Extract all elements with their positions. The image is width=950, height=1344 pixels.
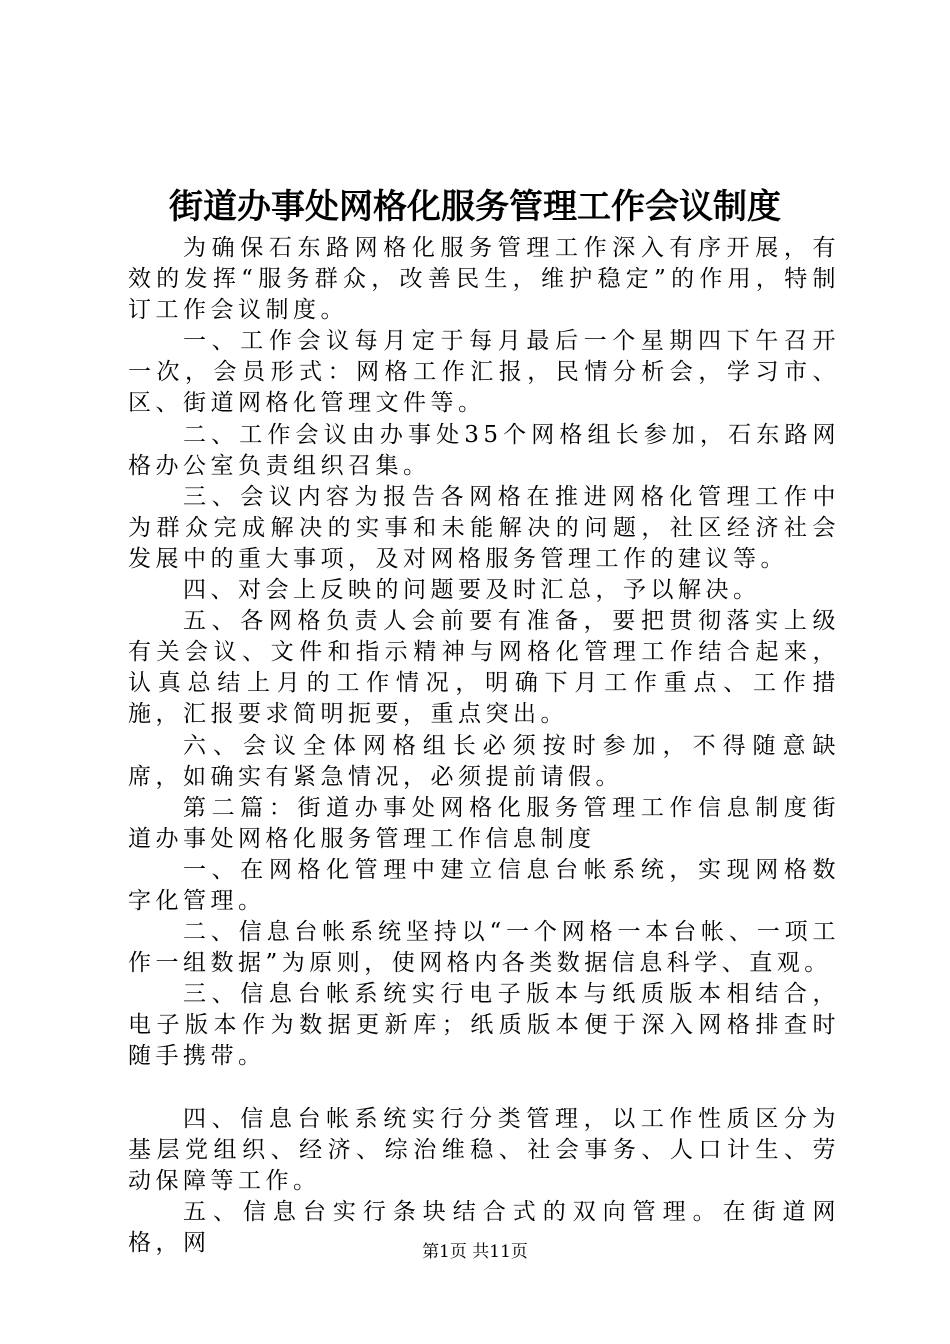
paragraph-section-2-item-3: 三、信息台帐系统实行电子版本与纸质版本相结合，电子版本作为数据更新库；纸质版本便于深入网格排查时随手携带。	[128, 981, 840, 1070]
paragraph-item-1: 一、工作会议每月定于每月最后一个星期四下午召开一次，会员形式：网格工作汇报，民情分析会，学习市、区、街道网格化管理文件等。	[128, 328, 840, 417]
paragraph-section-2-item-5: 五、信息台实行条块结合式的双向管理。在街道网格，网	[128, 1198, 840, 1256]
paragraph-item-2: 二、工作会议由办事处35个网格组长参加，石东路网格办公室负责组织召集。	[128, 421, 840, 479]
paragraph-section-2-item-2: 二、信息台帐系统坚持以“一个网格一本台帐、一项工作一组数据”为原则，使网格内各类数据信息科学、直观。	[128, 919, 840, 977]
page-number-footer: 第1页 共11页	[422, 1242, 528, 1262]
paragraph-section-2-heading: 第二篇：街道办事处网格化服务管理工作信息制度街道办事处网格化服务管理工作信息制度	[128, 794, 840, 852]
paragraph-item-4: 四、对会上反映的问题要及时汇总，予以解决。	[183, 577, 761, 604]
paragraph-section-2-item-4: 四、信息台帐系统实行分类管理，以工作性质区分为基层党组织、经济、综治维稳、社会事务、人口计生、劳动保障等工作。	[128, 1105, 840, 1194]
paragraph-item-6: 六、会议全体网格组长必须按时参加，不得随意缺席，如确实有紧急情况，必须提前请假。	[128, 732, 840, 790]
paragraph-item-5: 五、各网格负责人会前要有准备，要把贯彻落实上级有关会议、文件和指示精神与网格化管理工作结合起来，认真总结上月的工作情况，明确下月工作重点、工作措施，汇报要求简明扼要，重点突出。	[128, 608, 840, 728]
document-title: 街道办事处网格化服务管理工作会议制度	[169, 187, 781, 227]
paragraph-item-3: 三、会议内容为报告各网格在推进网格化管理工作中为群众完成解决的实事和未能解决的问题，社区经济社会发展中的重大事项，及对网格服务管理工作的建议等。	[128, 483, 840, 572]
document-body	[128, 233, 840, 1259]
paragraph-intro: 为确保石东路网格化服务管理工作深入有序开展，有效的发挥“服务群众，改善民生，维护稳定”的作用，特制订工作会议制度。	[128, 235, 840, 324]
paragraph-section-2-item-1: 一、在网格化管理中建立信息台帐系统，实现网格数字化管理。	[128, 856, 840, 914]
